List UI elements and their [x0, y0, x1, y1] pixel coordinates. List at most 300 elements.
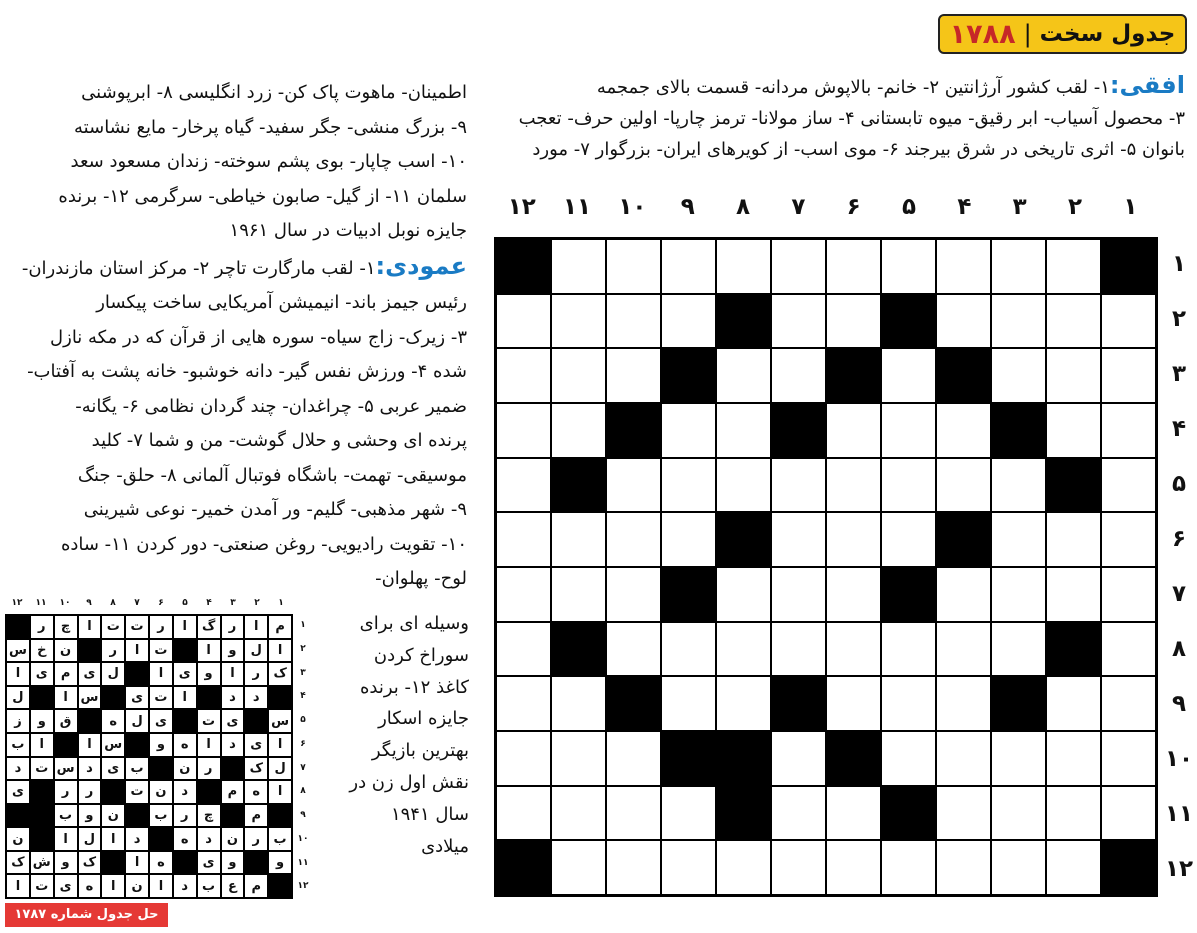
solution-letter: ا	[101, 874, 125, 898]
grid-cell[interactable]	[551, 840, 606, 895]
column-number: ۲	[1067, 194, 1083, 220]
solution-letter: ا	[6, 662, 30, 686]
solution-letter: و	[268, 851, 292, 875]
solution-letter: ن	[101, 804, 125, 828]
solution-letter: ی	[221, 709, 245, 733]
solution-black-cell	[30, 804, 54, 828]
row-number: ۸	[1171, 636, 1187, 662]
grid-cell[interactable]	[991, 786, 1046, 841]
grid-cell[interactable]	[1101, 512, 1156, 567]
black-cell	[771, 676, 826, 731]
solution-letter: د	[197, 827, 221, 851]
solution-row-number: ۹	[300, 810, 306, 820]
solution-letter: م	[221, 780, 245, 804]
grid-cell[interactable]	[551, 348, 606, 403]
grid-cell[interactable]	[991, 731, 1046, 786]
grid-cell[interactable]	[661, 239, 716, 294]
column-number: ۱۱	[563, 194, 592, 220]
grid-cell[interactable]	[606, 458, 661, 513]
column-number: ۵	[902, 194, 917, 220]
solution-letter: ا	[197, 733, 221, 757]
vertical-narrow-line: بهترین بازیگر	[371, 740, 469, 762]
solution-column-number: ۱۲	[11, 598, 23, 608]
grid-cell[interactable]	[826, 622, 881, 677]
vertical-narrow-line: سال ۱۹۴۱	[390, 803, 469, 825]
solution-letter: ا	[173, 686, 197, 710]
solution-black-cell	[221, 804, 245, 828]
black-cell	[551, 458, 606, 513]
solution-row-number: ۷	[300, 762, 306, 773]
grid-cell[interactable]	[936, 786, 991, 841]
solution-row-number: ۱۱	[297, 857, 309, 868]
vertical-clue-first-line	[5, 249, 467, 287]
solution-letter: ب	[197, 874, 221, 898]
grid-cell[interactable]	[496, 622, 551, 677]
grid-cell[interactable]	[881, 676, 936, 731]
solution-letter: ا	[78, 733, 102, 757]
horizontal-clue-line-2: ۳- محصول آسیاب- ابر رقیق- میوه تابستانی ۴- ساز مولانا- ترمز چارپا- اولین حرف- تعجب	[518, 108, 1185, 129]
solution-letter: ه	[101, 709, 125, 733]
column-number: ۶	[846, 194, 861, 220]
grid-cell[interactable]	[661, 294, 716, 349]
grid-cell[interactable]	[881, 731, 936, 786]
black-cell	[661, 567, 716, 622]
row-number: ۱	[1171, 251, 1187, 277]
solution-letter: و	[54, 851, 78, 875]
solution-letter: د	[78, 757, 102, 781]
solution-column-number: ۳	[230, 598, 236, 608]
solution-column-number: ۹	[86, 598, 92, 608]
horizontal-clues	[490, 70, 1185, 165]
grid-cell[interactable]	[496, 294, 551, 349]
solution-letter: و	[197, 662, 221, 686]
grid-cell[interactable]	[1046, 567, 1101, 622]
solution-column-number: ۷	[134, 598, 140, 608]
black-cell	[991, 403, 1046, 458]
horizontal-clue-line-3: بانوان ۵- اثری تاریخی در شرق بیرجند ۶- موی اسب- از کویرهای ایران- بزرگوار ۷- مورد	[532, 139, 1185, 160]
grid-cell[interactable]	[661, 622, 716, 677]
grid-cell[interactable]	[716, 567, 771, 622]
puzzle-number: ۱۷۸۸	[949, 18, 1016, 50]
row-number: ۱۰	[1164, 746, 1194, 772]
horizontal-continued-4: سلمان ۱۱- از گیل- صابون خیاطی- سرگرمی ۱۲- برنده	[58, 185, 467, 207]
solution-column-number: ۱	[278, 598, 284, 608]
clues-left-column	[5, 76, 467, 597]
grid-cell[interactable]	[496, 676, 551, 731]
grid-cell[interactable]	[881, 512, 936, 567]
grid-cell[interactable]	[1046, 512, 1101, 567]
solution-letter: ا	[173, 615, 197, 639]
grid-cell[interactable]	[551, 239, 606, 294]
solution-letter: ا	[268, 733, 292, 757]
solution-black-cell	[268, 804, 292, 828]
grid-cell[interactable]	[496, 731, 551, 786]
solution-letter: ا	[54, 827, 78, 851]
black-cell	[881, 786, 936, 841]
grid-cell[interactable]	[991, 294, 1046, 349]
vertical-clue-line: رئیس جیمز باند- انیمیشن آمریکایی ساخت پیکسار	[96, 292, 467, 313]
solution-letter: ا	[221, 662, 245, 686]
solution-letter: ن	[125, 874, 149, 898]
solution-row-number: ۶	[300, 738, 306, 749]
grid-cell[interactable]	[1046, 786, 1101, 841]
solution-letter: ا	[125, 851, 149, 875]
solution-grid	[5, 614, 293, 899]
row-number: ۳	[1171, 361, 1187, 387]
black-cell	[1046, 458, 1101, 513]
grid-cell[interactable]	[661, 840, 716, 895]
puzzle-title: جدول سخت	[1039, 21, 1176, 47]
horizontal-continued-3: ۱۰- اسب چاپار- بوی پشم سوخته- زندان مسعود سعد	[70, 151, 467, 172]
grid-cell[interactable]	[826, 786, 881, 841]
black-cell	[496, 840, 551, 895]
grid-cell[interactable]	[1101, 403, 1156, 458]
solution-letter: ر	[54, 780, 78, 804]
solution-letter: ر	[149, 615, 173, 639]
horizontal-continued-5: جایزه نوبل ادبیات در سال ۱۹۶۱	[229, 220, 467, 241]
solution-letter: ا	[6, 874, 30, 898]
solution-letter: ن	[173, 757, 197, 781]
solution-letter: ل	[244, 639, 268, 663]
grid-cell[interactable]	[606, 239, 661, 294]
solution-black-cell	[244, 851, 268, 875]
solution-black-cell	[268, 686, 292, 710]
column-numbers	[494, 194, 1158, 228]
black-cell	[771, 403, 826, 458]
grid-cell[interactable]	[1046, 403, 1101, 458]
row-number: ۱۲	[1164, 856, 1194, 882]
solution-letter: ر	[244, 827, 268, 851]
solution-letter: ی	[6, 780, 30, 804]
solution-letter: ت	[197, 709, 221, 733]
black-cell	[1046, 622, 1101, 677]
grid-cell[interactable]	[771, 731, 826, 786]
solution-letter: ی	[197, 851, 221, 875]
grid-cell[interactable]	[826, 567, 881, 622]
solution-letter: ز	[6, 709, 30, 733]
solution-letter: ر	[221, 615, 245, 639]
grid-cell[interactable]	[936, 567, 991, 622]
vertical-narrow-line: سوراخ کردن	[373, 644, 469, 666]
solution-letter: ت	[30, 874, 54, 898]
grid-cell[interactable]	[606, 294, 661, 349]
solution-letter: ب	[149, 804, 173, 828]
row-number: ۷	[1171, 581, 1187, 607]
solution-letter: ر	[197, 757, 221, 781]
solution-letter: م	[244, 874, 268, 898]
solution-black-cell	[268, 874, 292, 898]
solution-letter: و	[221, 639, 245, 663]
grid-cell[interactable]	[991, 458, 1046, 513]
solution-row-number: ۱۲	[297, 881, 309, 892]
grid-cell[interactable]	[496, 567, 551, 622]
solution-letter: ی	[244, 733, 268, 757]
grid-cell[interactable]	[826, 512, 881, 567]
solution-letter: ل	[101, 662, 125, 686]
grid-cell[interactable]	[1046, 294, 1101, 349]
vertical-heading: عمودی:	[375, 251, 467, 280]
grid-cell[interactable]	[716, 676, 771, 731]
solution-letter: ا	[125, 639, 149, 663]
grid-cell[interactable]	[661, 676, 716, 731]
solution-black-cell	[78, 639, 102, 663]
grid-cell[interactable]	[826, 294, 881, 349]
solution-letter: خ	[30, 639, 54, 663]
grid-cell[interactable]	[661, 458, 716, 513]
column-number: ۹	[680, 194, 695, 220]
grid-cell[interactable]	[826, 458, 881, 513]
grid-cell[interactable]	[606, 348, 661, 403]
solution-letter: ر	[244, 662, 268, 686]
grid-cell[interactable]	[991, 840, 1046, 895]
solution-letter: ت	[125, 780, 149, 804]
grid-cell[interactable]	[606, 731, 661, 786]
grid-cell[interactable]	[496, 458, 551, 513]
solution-letter: س	[268, 709, 292, 733]
grid-cell[interactable]	[606, 786, 661, 841]
solution-black-cell	[221, 757, 245, 781]
grid-cell[interactable]	[716, 403, 771, 458]
solution-letter: ا	[149, 874, 173, 898]
column-number: ۷	[791, 194, 806, 220]
grid-cell[interactable]	[1101, 786, 1156, 841]
grid-cell[interactable]	[661, 512, 716, 567]
grid-cell[interactable]	[991, 239, 1046, 294]
grid-cell[interactable]	[716, 348, 771, 403]
solution-letter: د	[221, 733, 245, 757]
grid-cell[interactable]	[661, 403, 716, 458]
solution-letter: ب	[6, 733, 30, 757]
grid-cell[interactable]	[1046, 731, 1101, 786]
solution-letter: ا	[54, 686, 78, 710]
grid-cell[interactable]	[1101, 731, 1156, 786]
solution-letter: س	[54, 757, 78, 781]
solution-column-number: ۱۰	[59, 598, 71, 608]
grid-cell[interactable]	[551, 294, 606, 349]
solution-letter: ا	[268, 780, 292, 804]
column-number: ۱۲	[507, 194, 536, 220]
solution-letter: ی	[173, 662, 197, 686]
solution-letter: ر	[30, 615, 54, 639]
solution-letter: س	[78, 686, 102, 710]
solution-row-number: ۳	[300, 667, 306, 678]
grid-cell[interactable]	[606, 840, 661, 895]
solution-column-number: ۸	[110, 598, 116, 608]
grid-cell[interactable]	[826, 403, 881, 458]
solution-letter: ه	[173, 733, 197, 757]
grid-cell[interactable]	[551, 403, 606, 458]
vertical-narrow-line: نقش اول زن در	[349, 771, 469, 793]
vertical-clue-line: ۱۰- تقویت رادیویی- روغن صنعتی- دور کردن ۱۱- ساده	[60, 533, 467, 555]
grid-cell[interactable]	[771, 840, 826, 895]
grid-cell[interactable]	[1046, 348, 1101, 403]
grid-cell[interactable]	[606, 512, 661, 567]
grid-cell[interactable]	[716, 622, 771, 677]
grid-cell[interactable]	[1101, 567, 1156, 622]
solution-letter: ن	[221, 827, 245, 851]
solution-black-cell	[244, 709, 268, 733]
grid-cell[interactable]	[881, 348, 936, 403]
grid-cell[interactable]	[496, 348, 551, 403]
grid-cell[interactable]	[1101, 348, 1156, 403]
grid-cell[interactable]	[936, 294, 991, 349]
solution-black-cell	[54, 733, 78, 757]
solution-black-cell	[30, 686, 54, 710]
grid-cell[interactable]	[991, 512, 1046, 567]
black-cell	[661, 731, 716, 786]
solution-row-number: ۴	[300, 691, 306, 702]
grid-cell[interactable]	[991, 348, 1046, 403]
grid-cell[interactable]	[551, 676, 606, 731]
grid-cell[interactable]	[606, 567, 661, 622]
grid-cell[interactable]	[881, 458, 936, 513]
black-cell	[826, 731, 881, 786]
grid-cell[interactable]	[771, 348, 826, 403]
grid-cell[interactable]	[661, 786, 716, 841]
grid-cell[interactable]	[771, 294, 826, 349]
grid-cell[interactable]	[551, 512, 606, 567]
solution-letter: ی	[78, 662, 102, 686]
solution-letter: چ	[54, 615, 78, 639]
solution-letter: ی	[54, 874, 78, 898]
black-cell	[551, 622, 606, 677]
solution-letter: و	[149, 733, 173, 757]
solution-letter: ق	[54, 709, 78, 733]
grid-cell[interactable]	[936, 676, 991, 731]
grid-cell[interactable]	[881, 622, 936, 677]
black-cell	[1101, 840, 1156, 895]
grid-cell[interactable]	[771, 622, 826, 677]
grid-cell[interactable]	[551, 786, 606, 841]
black-cell	[606, 403, 661, 458]
solution-row-number: ۸	[300, 786, 306, 797]
puzzle-title-box	[938, 14, 1187, 54]
solution-black-cell	[197, 780, 221, 804]
solution-black-cell	[125, 733, 149, 757]
grid-cell[interactable]	[716, 458, 771, 513]
solution-letter: ل	[6, 686, 30, 710]
grid-cell[interactable]	[936, 840, 991, 895]
grid-cell[interactable]	[881, 403, 936, 458]
vertical-clue-line: شده ۴- ورزش نفس گیر- دانه خوشبو- خانه پشت به آفتاب-	[27, 361, 467, 382]
grid-cell[interactable]	[936, 403, 991, 458]
black-cell	[881, 567, 936, 622]
solution-letter: ک	[244, 757, 268, 781]
grid-cell[interactable]	[826, 239, 881, 294]
column-number: ۱	[1123, 194, 1138, 220]
horizontal-heading: افقی:	[1109, 71, 1185, 99]
grid-cell[interactable]	[771, 567, 826, 622]
grid-cell[interactable]	[551, 731, 606, 786]
grid-cell[interactable]	[551, 567, 606, 622]
solution-letter: ک	[78, 851, 102, 875]
black-cell	[716, 294, 771, 349]
grid-cell[interactable]	[1101, 458, 1156, 513]
solution-letter: ن	[6, 827, 30, 851]
solution-black-cell	[125, 662, 149, 686]
solution-label: حل جدول شماره ۱۷۸۷	[5, 903, 168, 927]
solution-black-cell	[125, 804, 149, 828]
grid-cell[interactable]	[1046, 239, 1101, 294]
grid-cell[interactable]	[1046, 676, 1101, 731]
grid-cell[interactable]	[1101, 622, 1156, 677]
solution-letter: ی	[30, 662, 54, 686]
grid-cell[interactable]	[1046, 840, 1101, 895]
vertical-clue-text-1: ۱- لقب مارگارت تاچر ۲- مرکز استان مازندران-	[21, 257, 376, 279]
grid-cell[interactable]	[991, 622, 1046, 677]
solution-row-number: ۱۰	[297, 833, 309, 844]
solution-letter: چ	[197, 804, 221, 828]
grid-cell[interactable]	[1101, 676, 1156, 731]
solution-letter: د	[6, 757, 30, 781]
solution-column-number: ۲	[254, 598, 260, 608]
column-number: ۱۰	[618, 194, 647, 220]
solution-letter: ت	[149, 639, 173, 663]
horizontal-clue-text-1: ۱- لقب کشور آرژانتین ۲- خانم- بالاپوش مردانه- قسمت بالای جمجمه	[596, 77, 1110, 98]
grid-cell[interactable]	[991, 567, 1046, 622]
grid-cell[interactable]	[881, 840, 936, 895]
solution-black-cell	[101, 686, 125, 710]
black-cell	[881, 294, 936, 349]
grid-cell[interactable]	[771, 512, 826, 567]
solution-letter: د	[173, 780, 197, 804]
solution-black-cell	[6, 804, 30, 828]
solution-letter: ا	[101, 827, 125, 851]
black-cell	[716, 731, 771, 786]
solution-letter: ه	[173, 827, 197, 851]
vertical-clue-line: لوح- پهلوان-	[375, 568, 467, 589]
solution-letter: ک	[268, 662, 292, 686]
grid-cell[interactable]	[771, 786, 826, 841]
grid-cell[interactable]	[826, 840, 881, 895]
solution-letter: د	[125, 827, 149, 851]
solution-letter: و	[221, 851, 245, 875]
solution-letter: ا	[244, 615, 268, 639]
solution-letter: م	[244, 804, 268, 828]
vertical-clue-line: ۹- شهر مذهبی- گلیم- ور آمدن خمیر- نوعی شیرینی	[83, 499, 467, 520]
grid-cell[interactable]	[496, 512, 551, 567]
row-numbers	[1163, 237, 1195, 897]
solution-black-cell	[173, 709, 197, 733]
grid-cell[interactable]	[936, 731, 991, 786]
grid-cell[interactable]	[936, 239, 991, 294]
grid-cell[interactable]	[881, 239, 936, 294]
grid-cell[interactable]	[716, 239, 771, 294]
grid-cell[interactable]	[496, 403, 551, 458]
grid-cell[interactable]	[936, 458, 991, 513]
solution-letter: ا	[197, 639, 221, 663]
grid-cell[interactable]	[496, 786, 551, 841]
solution-black-cell	[149, 757, 173, 781]
grid-cell[interactable]	[826, 676, 881, 731]
grid-cell[interactable]	[606, 622, 661, 677]
grid-cell[interactable]	[1101, 294, 1156, 349]
grid-cell[interactable]	[936, 622, 991, 677]
solution-column-numbers	[5, 598, 293, 610]
solution-letter: ت	[125, 615, 149, 639]
solution-letter: م	[54, 662, 78, 686]
grid-cell[interactable]	[771, 458, 826, 513]
horizontal-continued-1: اطمینان- ماهوت پاک کن- زرد انگلیسی ۸- ابرپوشنی	[81, 82, 467, 103]
grid-cell[interactable]	[716, 840, 771, 895]
vertical-narrow-line: کاغذ ۱۲- برنده	[359, 676, 469, 698]
column-number: ۳	[1012, 194, 1027, 220]
solution-letter: ع	[221, 874, 245, 898]
black-cell	[606, 676, 661, 731]
vertical-clues-narrow	[317, 608, 469, 862]
grid-cell[interactable]	[771, 239, 826, 294]
column-number: ۸	[736, 194, 751, 220]
